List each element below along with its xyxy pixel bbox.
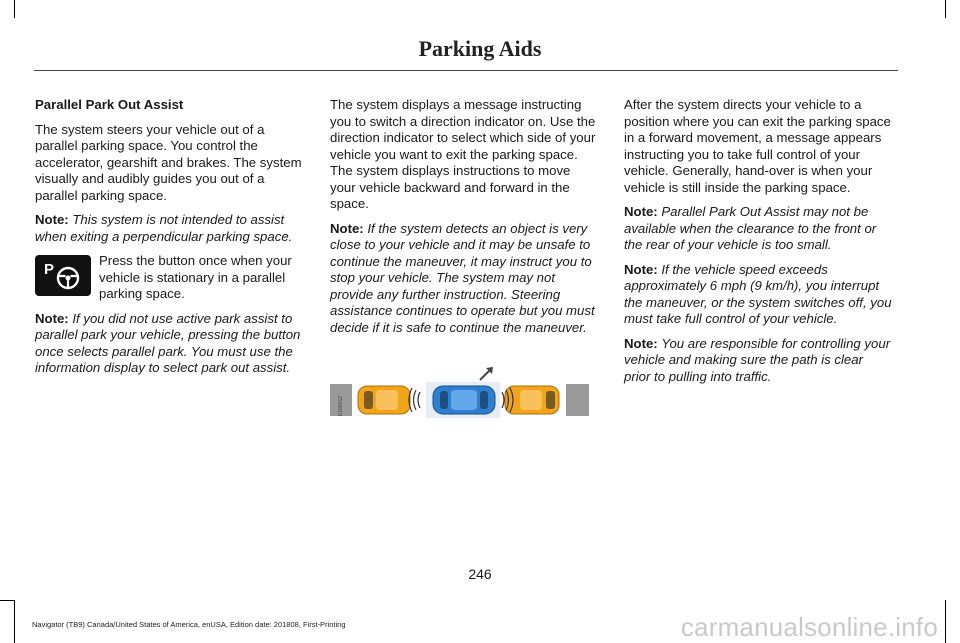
note-text: You are responsible for controlling your vehicle and making sure the path is clear prior to pulling into traffic. (624, 335, 891, 384)
svg-text:P: P (44, 261, 55, 278)
note-label: Note: (624, 261, 658, 277)
paragraph: The system steers your vehicle out of a parallel parking space. You control the accelerator, gearshift and brakes. The system visually and audibly guides you out of a parallel parking space. (35, 121, 302, 203)
note (624, 262, 892, 328)
column-1 (35, 97, 303, 385)
note-label: Note: (35, 212, 69, 227)
curb-block-right (566, 384, 589, 416)
note (35, 212, 303, 245)
note-label: Note: (330, 220, 364, 236)
exit-arrow-icon (480, 370, 490, 380)
paragraph: The system displays a message instructing you to switch a direction indicator on. Use the direction indicator to select which side of your vehicle you want to exit the parking space. The system displays instructions to move your vehicle backward and forward in the space. (330, 97, 596, 211)
note (624, 204, 892, 254)
diagram-code: E186012 (338, 395, 344, 416)
column-2 (330, 97, 598, 344)
crop-mark (0, 600, 14, 601)
page-title: Parking Aids (418, 36, 542, 61)
note-label: Note: (624, 335, 658, 351)
crop-mark (945, 0, 946, 18)
footer-text: Navigator (TB9) Canada/United States of America, enUSA, Edition date: 201808, First-Printing (32, 620, 346, 629)
section-heading: Parallel Park Out Assist (35, 97, 184, 112)
column-3 (624, 97, 892, 393)
note-text: If the vehicle speed exceeds approximately 6 mph (9 km/h), you interrupt the maneuver, or the system switches off, you must take full control of your vehicle. (624, 261, 892, 326)
note-text: If you did not use active park assist to parallel park your vehicle, pressing the button once selects parallel park. You must use the information display to select park out assist. (35, 310, 301, 375)
park-assist-button-icon (35, 255, 91, 296)
note (330, 221, 598, 337)
crop-mark (945, 600, 946, 643)
button-instruction (35, 253, 303, 303)
parking-diagram (330, 362, 590, 418)
instruction-text: Press the button once when your vehicle is stationary in a parallel parking space. (99, 253, 292, 301)
note (624, 336, 892, 386)
paragraph: After the system directs your vehicle to a position where you can exit the parking space in a forward movement, a message appears instructing you to take full control of your vehicle. Generally, hand-over is when your vehicle is still inside the parking space. (624, 97, 891, 195)
note-text: If the system detects an object is very close to your vehicle and it may be unsafe to continue the maneuver, it may instruct you to stop your vehicle. The system may not provide any further instruction. Steering assistance continues to operate but you must decide if it is safe to continue the maneuver. (330, 220, 595, 335)
note (35, 311, 303, 377)
crop-mark (14, 0, 15, 18)
watermark: carmanualsonline.info (680, 612, 938, 642)
note-label: Note: (624, 204, 658, 219)
note-text: Parallel Park Out Assist may not be available when the clearance to the front or the rear of your vehicle is too small. (624, 204, 877, 252)
vehicle-icon (433, 386, 495, 414)
page-number: 246 (468, 566, 492, 582)
crop-mark (14, 600, 15, 643)
header-divider (34, 70, 898, 71)
note-label: Note: (35, 310, 69, 326)
parked-car-rear-icon (358, 386, 410, 414)
note-text: This system is not intended to assist when exiting a perpendicular parking space. (35, 212, 293, 244)
